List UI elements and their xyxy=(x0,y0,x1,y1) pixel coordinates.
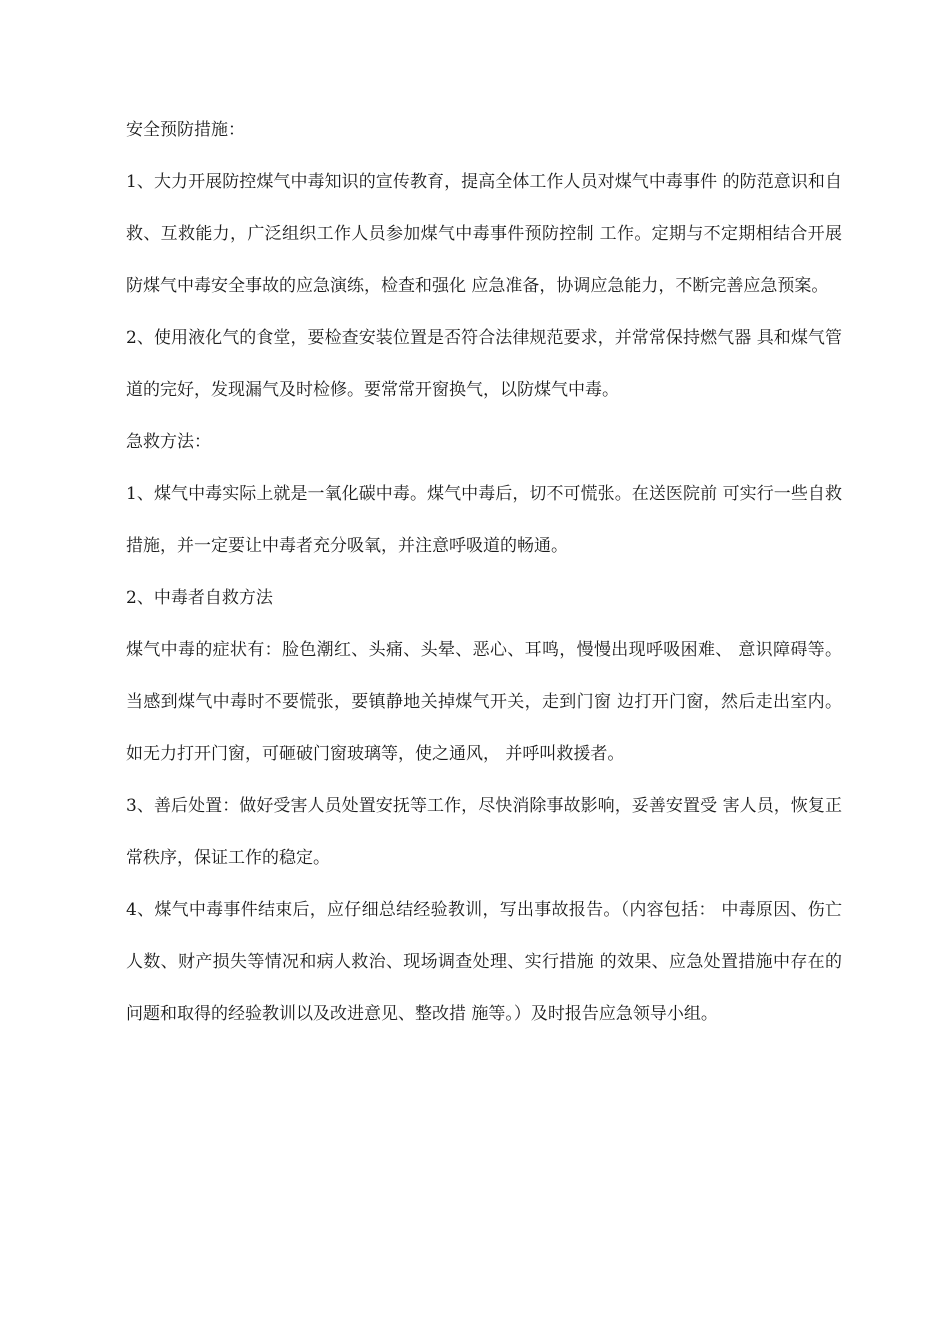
prevention-item-2: 2、使用液化气的食堂，要检查安装位置是否符合法律规范要求，并常常保持燃气器 具和煤气管道的完好，发现漏气及时检修。要常常开窗换气，以防煤气中毒。 xyxy=(126,328,842,400)
firstaid-item-1: 1、煤气中毒实际上就是一氧化碳中毒。煤气中毒后，切不可慌张。在送医院前 可实行一些自救措施，并一定要让中毒者充分吸氧，并注意呼吸道的畅通。 xyxy=(126,484,842,556)
firstaid-item-4: 4、煤气中毒事件结束后，应仔细总结经验教训，写出事故报告。（内容包括： 中毒原因、伤亡人数、财产损失等情况和病人救治、现场调查处理、实行措施 的效果、应急处置措施中存在的问题和取得的经验教训以及改进意见、整改措 施等。）及时报告应急领导小组。 xyxy=(126,900,842,1024)
firstaid-heading: 急救方法： xyxy=(126,432,211,452)
firstaid-item-2-body: 煤气中毒的症状有：脸色潮红、头痛、头晕、恶心、耳鸣，慢慢出现呼吸困难、 意识障碍等。当感到煤气中毒时不要慌张，要镇静地关掉煤气开关，走到门窗 边打开门窗，然后走出室内。如无力打开门窗，可砸破门窗玻璃等，使之通风， 并呼叫救援者。 xyxy=(126,640,842,764)
document-body xyxy=(126,104,842,1040)
firstaid-item-3: 3、善后处置：做好受害人员处置安抚等工作，尽快消除事故影响，妥善安置受 害人员，恢复正常秩序，保证工作的稳定。 xyxy=(126,796,842,868)
firstaid-item-2-title: 2、中毒者自救方法 xyxy=(126,588,273,608)
prevention-item-1: 1、大力开展防控煤气中毒知识的宣传教育，提高全体工作人员对煤气中毒事件 的防范意识和自救、互救能力，广泛组织工作人员参加煤气中毒事件预防控制 工作。定期与不定期相结合开展防煤气中毒安全事故的应急演练，检查和强化 应急准备，协调应急能力，不断完善应急预案。 xyxy=(126,172,842,296)
prevention-heading: 安全预防措施： xyxy=(126,120,245,140)
